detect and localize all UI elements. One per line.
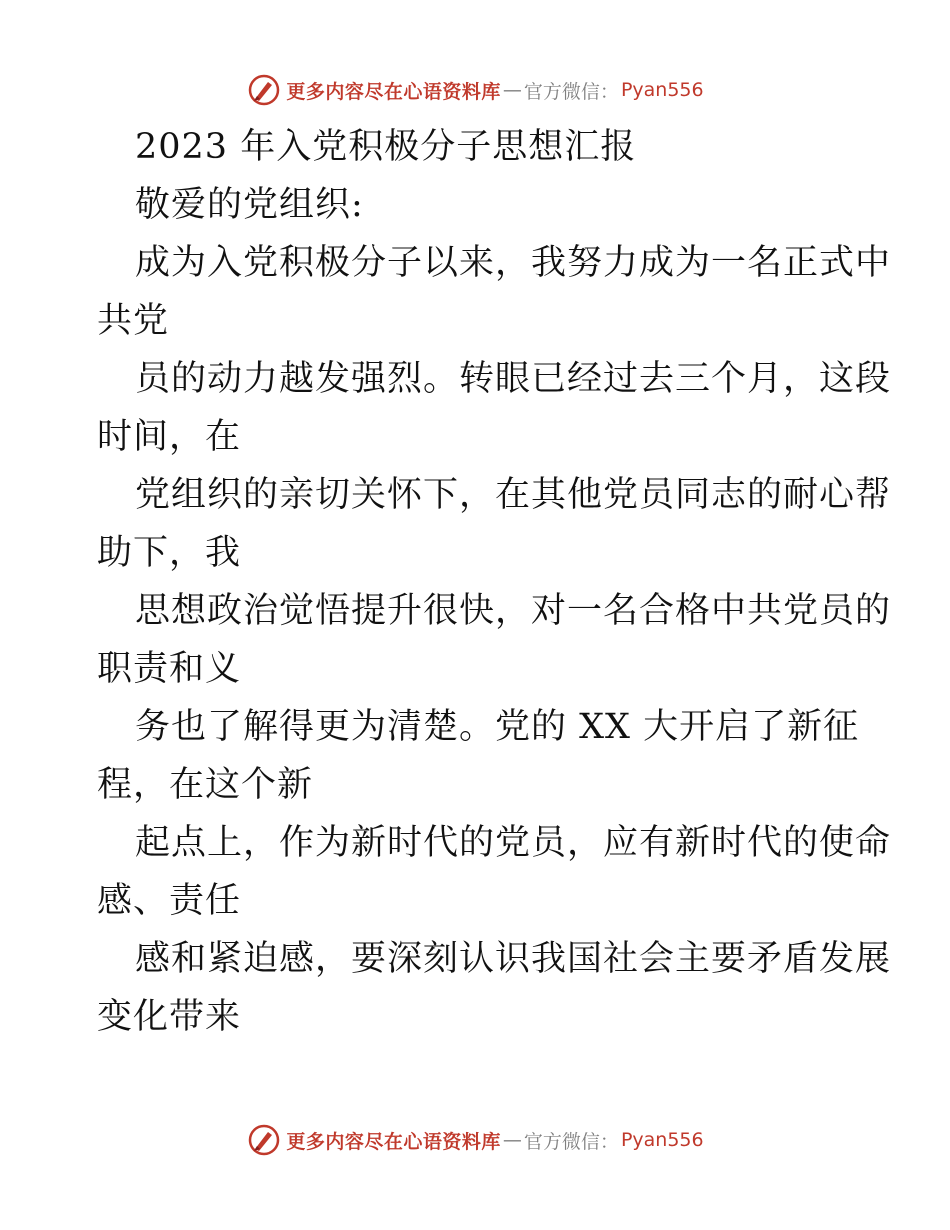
banner-main-text: 更多内容尽在心语资料库 <box>286 80 501 103</box>
paragraph-line: 感、责任 <box>97 881 242 921</box>
paragraph-line: 时间，在 <box>97 417 242 457</box>
paragraph-line: 感和紧迫感，要深刻认识我国社会主要矛盾发展 <box>135 939 892 979</box>
paragraph-line: 共党 <box>97 301 170 341</box>
banner-wechat-label: 官方微信： <box>523 80 619 103</box>
banner-wechat-id: Pyan556 <box>620 1129 704 1151</box>
footer-banner <box>0 1120 950 1160</box>
banner-main-text: 更多内容尽在心语资料库 <box>286 1130 501 1153</box>
banner-separator: — <box>502 79 522 101</box>
paragraph-line: 成为入党积极分子以来，我努力成为一名正式中 <box>135 243 892 283</box>
document-body <box>97 118 892 1046</box>
paragraph-line: 党组织的亲切关怀下，在其他党员同志的耐心帮 <box>135 475 892 515</box>
paragraph-line: 职责和义 <box>97 649 242 689</box>
banner-wechat-id: Pyan556 <box>620 79 704 101</box>
pen-circle-logo-icon <box>246 72 282 108</box>
paragraph-line: 务也了解得更为清楚。党的 XX 大开启了新征 <box>135 707 860 747</box>
document-title: 2023 年入党积极分子思想汇报 <box>135 127 637 167</box>
salutation: 敬爱的党组织: <box>135 185 364 225</box>
paragraph-line: 思想政治觉悟提升很快，对一名合格中共党员的 <box>135 591 892 631</box>
paragraph-line: 起点上，作为新时代的党员，应有新时代的使命 <box>135 823 892 863</box>
banner-separator: — <box>502 1129 522 1151</box>
header-banner <box>0 70 950 110</box>
pen-circle-logo-icon <box>246 1122 282 1158</box>
paragraph-line: 变化带来 <box>97 997 242 1037</box>
paragraph-line: 员的动力越发强烈。转眼已经过去三个月，这段 <box>135 359 892 399</box>
paragraph-line: 助下，我 <box>97 533 242 573</box>
banner-wechat-label: 官方微信： <box>523 1130 619 1153</box>
paragraph-line: 程，在这个新 <box>97 765 314 805</box>
